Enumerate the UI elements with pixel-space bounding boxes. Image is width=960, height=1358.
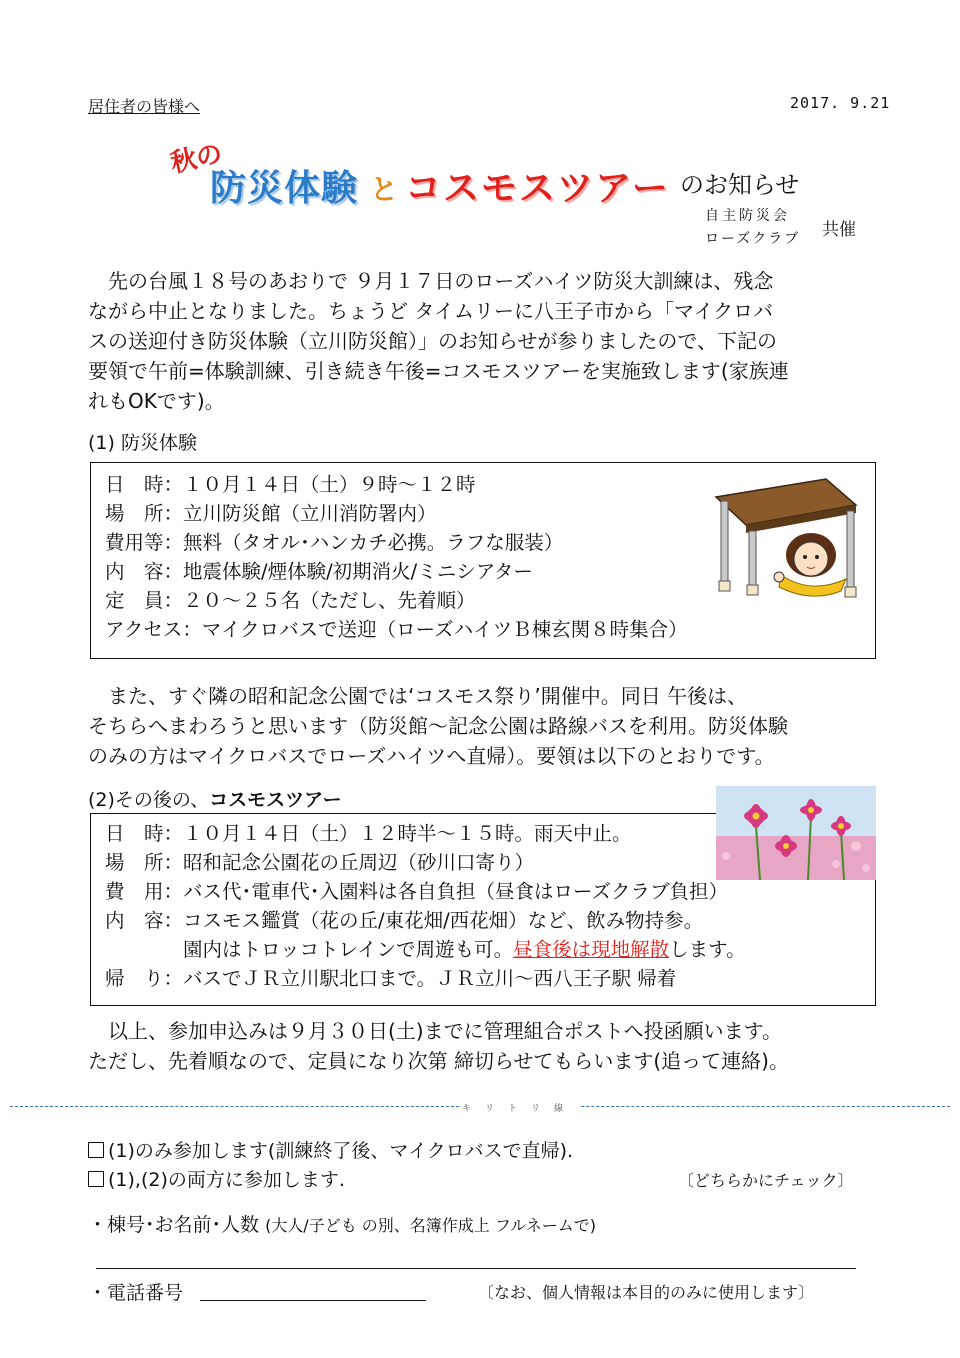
- section2-heading-prefix: (2)その後の、: [88, 789, 210, 811]
- s1-row-cost: 費用等：無料（タオル･ハンカチ必携。ラフな服装）: [105, 531, 564, 554]
- s1-row-access: アクセス：マイクロバスで送迎（ローズハイツＢ棟玄関８時集合）: [105, 618, 688, 641]
- name-label: ・棟号･お名前･人数: [88, 1214, 260, 1236]
- s2-row-return: 帰 り：バスでＪＲ立川駅北口まで。ＪＲ立川～西八王子駅 帰着: [105, 967, 677, 990]
- closing-paragraph: [88, 1016, 888, 1076]
- s2-row-content-2: [105, 936, 746, 964]
- title-to: と: [370, 173, 399, 206]
- middle-paragraph: [88, 681, 888, 771]
- closing-line: 以上、参加申込みは９月３０日(土)までに管理組合ポストへ投函願います。: [88, 1019, 783, 1043]
- intro-line: 要領で午前=体験訓練、引き続き午後=コスモスツアーを実施致します(家族連: [88, 359, 789, 383]
- cosmos-flower-icon: [716, 786, 876, 880]
- s1-row-datetime: 日 時：１０月１４日（土）９時～１２時: [105, 473, 476, 496]
- title-oshirase: のお知らせ: [680, 171, 800, 199]
- name-row: [88, 1210, 596, 1237]
- title-aki: 秋の: [167, 138, 226, 180]
- check-note: 〔どちらかにチェック〕: [678, 1171, 854, 1190]
- privacy-note: 〔なお、個人情報は本目的のみに使用します〕: [478, 1283, 815, 1302]
- intro-line: 先の台風１８号のあおりで ９月１７日のローズハイツ防災大訓練は、残念: [88, 269, 774, 293]
- s2-row-cost: 費 用：バス代･電車代･入園料は各自負担（昼食はローズクラブ負担）: [105, 880, 729, 903]
- section2-heading: [88, 785, 342, 812]
- s2-row-place: 場 所：昭和記念公園花の丘周辺（砂川口寄り）: [105, 851, 535, 874]
- addressee: 居住者の皆様へ: [88, 97, 201, 116]
- option1-row: [88, 1136, 573, 1163]
- option2-label: (1),(2)の両方に参加します.: [108, 1169, 345, 1191]
- phone-row: [88, 1278, 183, 1305]
- organizer-1: 自主防災会: [705, 208, 790, 224]
- intro-line: ながら中止となりました。ちょうど タイムリーに八王子市から「マイクロバ: [88, 299, 774, 323]
- s2-row5-suffix: します。: [669, 938, 746, 961]
- desk-earthquake-icon: [711, 475, 861, 605]
- intro-line: スの送迎付き防災体験（立川防災館）」のお知らせが参りましたので、下記の: [88, 329, 777, 353]
- s2-row-datetime: 日 時：１０月１４日（土）１２時半～１５時。雨天中止。: [105, 822, 632, 845]
- document-date: 2017. 9.21: [790, 94, 891, 112]
- section2-heading-bold: コスモスツアー: [209, 789, 342, 811]
- s1-row-place: 場 所：立川防災館（立川消防署内）: [105, 502, 437, 525]
- option2-row: [88, 1165, 345, 1192]
- option1-label: (1)のみ参加します(訓練終了後、マイクロバスで直帰).: [108, 1140, 574, 1162]
- s2-row-content: 内 容：コスモス鑑賞（花の丘/東花畑/西花畑）など、飲み物持参。: [105, 909, 704, 932]
- intro-line: れもOKです)。: [88, 389, 225, 413]
- title-bousai: 防災体験: [210, 168, 359, 209]
- organizer-2: ローズクラブ: [705, 231, 801, 247]
- co-host-label: 共催: [822, 220, 856, 240]
- option1-checkbox[interactable]: [88, 1142, 104, 1158]
- s2-row5-prefix: 園内はトロッコトレインで周遊も可。: [105, 938, 514, 961]
- middle-line: また、すぐ隣の昭和記念公園では‘コスモス祭り’開催中。同日 午後は、: [88, 684, 748, 708]
- middle-line: のみの方はマイクロバスでローズハイツへ直帰）。要領は以下のとおりです。: [88, 744, 775, 768]
- middle-line: そちらへまわろうと思います（防災館～記念公園は路線バスを利用。防災体験: [88, 714, 788, 738]
- title-cosmos: コスモスツアー: [405, 168, 670, 209]
- section1-heading: (1) 防災体験: [88, 432, 197, 454]
- option2-checkbox[interactable]: [88, 1171, 104, 1187]
- s1-row-capacity: 定 員：２０～２５名（ただし、先着順）: [105, 589, 476, 612]
- section1-box: [90, 462, 876, 659]
- lunch-dismissal-note: 昼食後は現地解散: [513, 938, 670, 961]
- intro-paragraph: [88, 266, 888, 416]
- s1-row-content: 内 容：地震体験/煙体験/初期消火/ミニシアター: [105, 560, 533, 583]
- phone-label: ・電話番号: [88, 1282, 184, 1304]
- closing-line: ただし、先着順なので、定員になり次第 締切らせてもらいます(追って連絡)。: [88, 1049, 789, 1073]
- name-note: (大人/子ども の別、名簿作成上 フルネームで): [265, 1216, 596, 1235]
- cut-line-label: キリトリ線: [460, 1101, 579, 1114]
- phone-entry-line[interactable]: [200, 1300, 426, 1301]
- name-entry-line[interactable]: [96, 1268, 856, 1269]
